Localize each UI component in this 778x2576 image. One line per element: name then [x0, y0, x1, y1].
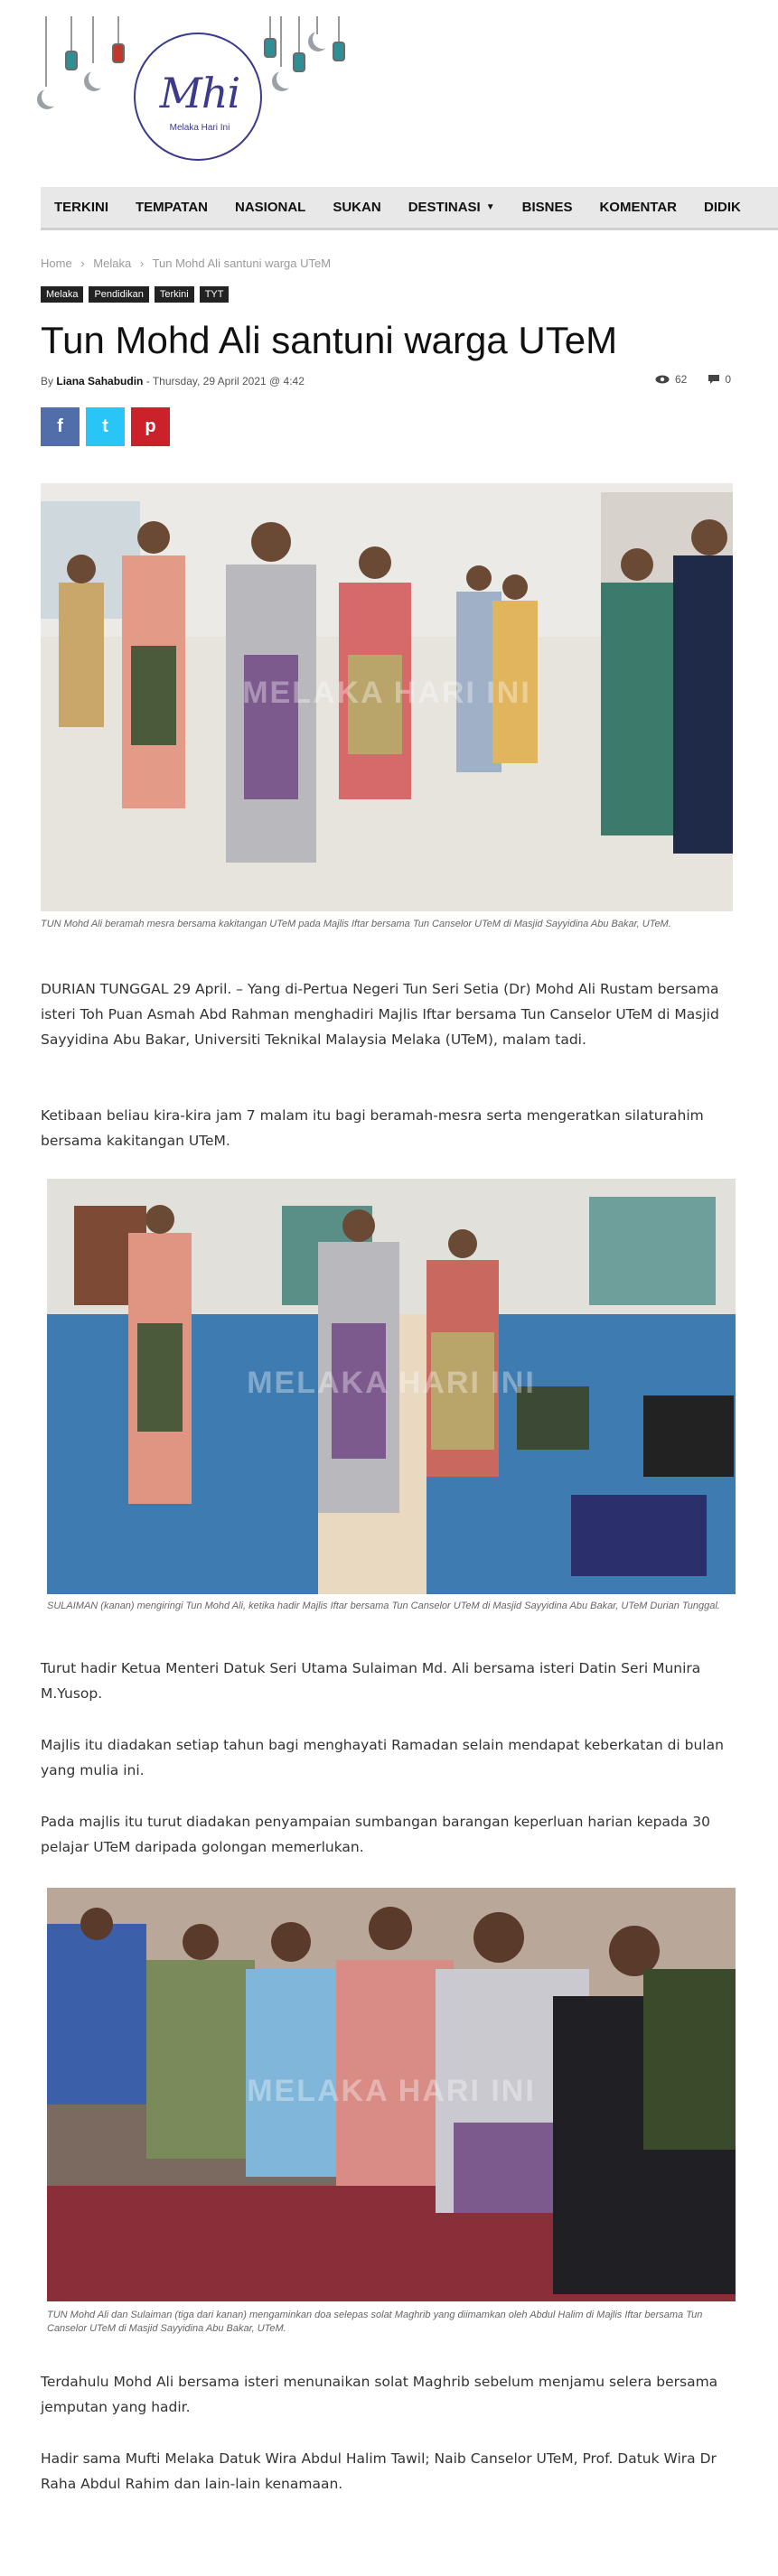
- nav-label: BISNES: [521, 200, 573, 215]
- site-header: [0, 0, 778, 185]
- nav-item-terkini[interactable]: [41, 200, 122, 215]
- article-paragraph: Pada majlis itu turut diadakan penyampaian sumbangan barangan keperluan harian kepada 30 pelajar UTeM daripada golongan memerlukan.: [41, 1814, 710, 1855]
- crescent-moon-icon: [313, 29, 333, 49]
- nav-item-destinasi[interactable]: [395, 200, 509, 215]
- breadcrumb-home[interactable]: Home: [41, 257, 72, 270]
- share-buttons: [41, 407, 170, 446]
- article-meta: [41, 375, 305, 387]
- pinterest-share-button[interactable]: [131, 407, 170, 446]
- crescent-moon-icon: [277, 69, 296, 89]
- logo-script-text: Mhi: [159, 69, 240, 117]
- breadcrumb-separator: ›: [80, 257, 85, 270]
- comment-icon: [708, 375, 719, 384]
- lantern-icon: [65, 51, 78, 70]
- article-stats: [655, 373, 731, 386]
- breadcrumb-separator: ›: [139, 257, 145, 270]
- tag-melaka[interactable]: Melaka: [41, 286, 83, 303]
- decor-string: [338, 16, 340, 42]
- decor-string: [92, 16, 94, 63]
- breadcrumb: [41, 257, 331, 270]
- watermark: MELAKA HARI INI: [247, 1366, 536, 1400]
- page-title: Tun Mohd Ali santuni warga UTeM: [41, 319, 618, 361]
- tag-terkini[interactable]: Terkini: [155, 286, 194, 303]
- publish-date: Thursday, 29 April 2021 @ 4:42: [152, 375, 305, 387]
- eye-icon: [655, 375, 670, 384]
- article-paragraph: Terdahulu Mohd Ali bersama isteri menunaikan solat Maghrib sebelum menjamu selera bersama jemputan yang hadir.: [41, 2374, 718, 2415]
- nav-label: DIDIK: [704, 200, 741, 215]
- nav-label: TERKINI: [54, 200, 108, 215]
- author-link[interactable]: Liana Sahabudin: [56, 375, 144, 387]
- article-paragraph: Turut hadir Ketua Menteri Datuk Seri Utama Sulaiman Md. Ali bersama isteri Datin Seri Munira M.Yusop.: [41, 1660, 701, 1702]
- by-label: By: [41, 375, 54, 387]
- lantern-icon: [264, 38, 277, 58]
- article-photo-3: [47, 1888, 736, 2301]
- main-nav: [41, 187, 778, 230]
- decor-string: [280, 16, 282, 67]
- tag-tyt[interactable]: TYT: [200, 286, 230, 303]
- meta-dash: -: [145, 375, 150, 387]
- views-counter: [655, 373, 687, 386]
- lantern-icon: [333, 42, 345, 61]
- article-paragraph: Ketibaan beliau kira-kira jam 7 malam itu bagi beramah-mesra serta mengeratkan silaturahim bersama kakitangan UTeM.: [41, 1107, 704, 1149]
- views-count: 62: [675, 373, 688, 386]
- logo-subtitle: Melaka Hari Ini: [169, 123, 230, 133]
- article-photo-2: [47, 1179, 736, 1594]
- crescent-moon-icon: [42, 87, 61, 107]
- nav-label: SUKAN: [333, 200, 381, 215]
- nav-label: DESTINASI: [408, 200, 481, 215]
- crescent-moon-icon: [89, 69, 108, 89]
- chevron-down-icon: ▼: [485, 202, 495, 212]
- nav-item-sukan[interactable]: [319, 200, 394, 215]
- nav-item-tempatan[interactable]: [122, 200, 221, 215]
- nav-label: TEMPATAN: [136, 200, 208, 215]
- decor-string: [117, 16, 119, 43]
- article-paragraph: Hadir sama Mufti Melaka Datuk Wira Abdul Halim Tawil; Naib Canselor UTeM, Prof. Datuk Wira Dr Raha Abdul Rahim dan lain-lain kenamaan.: [41, 2450, 717, 2492]
- decor-string: [269, 16, 271, 40]
- facebook-share-button[interactable]: [41, 407, 80, 446]
- lantern-icon: [293, 52, 305, 72]
- nav-item-nasional[interactable]: [221, 200, 319, 215]
- breadcrumb-section[interactable]: Melaka: [93, 257, 132, 270]
- nav-item-komentar[interactable]: [586, 200, 690, 215]
- decor-string: [298, 16, 300, 54]
- article-paragraph: DURIAN TUNGGAL 29 April. – Yang di-Pertua Negeri Tun Seri Setia (Dr) Mohd Ali Rustam bersama isteri Toh Puan Asmah Abd Rahman menghadiri Majlis Iftar bersama Tun Canselor UTeM di Masjid Sayyidina Abu Bakar, Universiti Teknikal Malaysia Melaka (UTeM), malam tadi.: [41, 981, 719, 1048]
- nav-label: KOMENTAR: [599, 200, 678, 215]
- comments-count: 0: [725, 373, 732, 386]
- watermark: MELAKA HARI INI: [247, 2074, 536, 2109]
- photo-caption-3: TUN Mohd Ali dan Sulaiman (tiga dari kanan) mengaminkan doa selepas solat Maghrib yang diimamkan oleh Abdul Halim di Majlis Iftar bersama Tun Canselor UTeM di Masjid Sayyidina Abu Bakar, UTeM.: [47, 2310, 703, 2334]
- twitter-share-button[interactable]: [86, 407, 125, 446]
- comments-counter[interactable]: [708, 373, 731, 386]
- photo-caption-2: SULAIMAN (kanan) mengiringi Tun Mohd Ali, ketika hadir Majlis Iftar bersama Tun Canselor UTeM di Masjid Sayyidina Abu Bakar, UTeM Durian Tunggal.: [47, 1601, 720, 1611]
- twitter-icon: t: [102, 416, 108, 436]
- nav-item-didik[interactable]: [690, 200, 755, 215]
- breadcrumb-current: Tun Mohd Ali santuni warga UTeM: [152, 257, 332, 270]
- photo-caption-1: TUN Mohd Ali beramah mesra bersama kakitangan UTeM pada Majlis Iftar bersama Tun Canselor UTeM di Masjid Sayyidina Abu Bakar, UTeM.: [41, 919, 671, 929]
- decor-string: [45, 16, 47, 87]
- tag-pendidikan[interactable]: Pendidikan: [89, 286, 148, 303]
- nav-item-bisnes[interactable]: [509, 200, 586, 215]
- logo-emblem: [134, 33, 262, 161]
- category-tags: [41, 286, 229, 303]
- nav-label: NASIONAL: [235, 200, 306, 215]
- decor-string: [70, 16, 72, 52]
- pinterest-icon: p: [145, 416, 156, 436]
- lantern-icon: [112, 43, 125, 63]
- article-paragraph: Majlis itu diadakan setiap tahun bagi menghayati Ramadan selain mendapat keberkatan di bulan yang mulia ini.: [41, 1737, 724, 1778]
- article-photo-1: [41, 483, 733, 911]
- watermark: MELAKA HARI INI: [242, 676, 531, 711]
- facebook-icon: f: [57, 416, 63, 436]
- site-logo[interactable]: [36, 16, 361, 170]
